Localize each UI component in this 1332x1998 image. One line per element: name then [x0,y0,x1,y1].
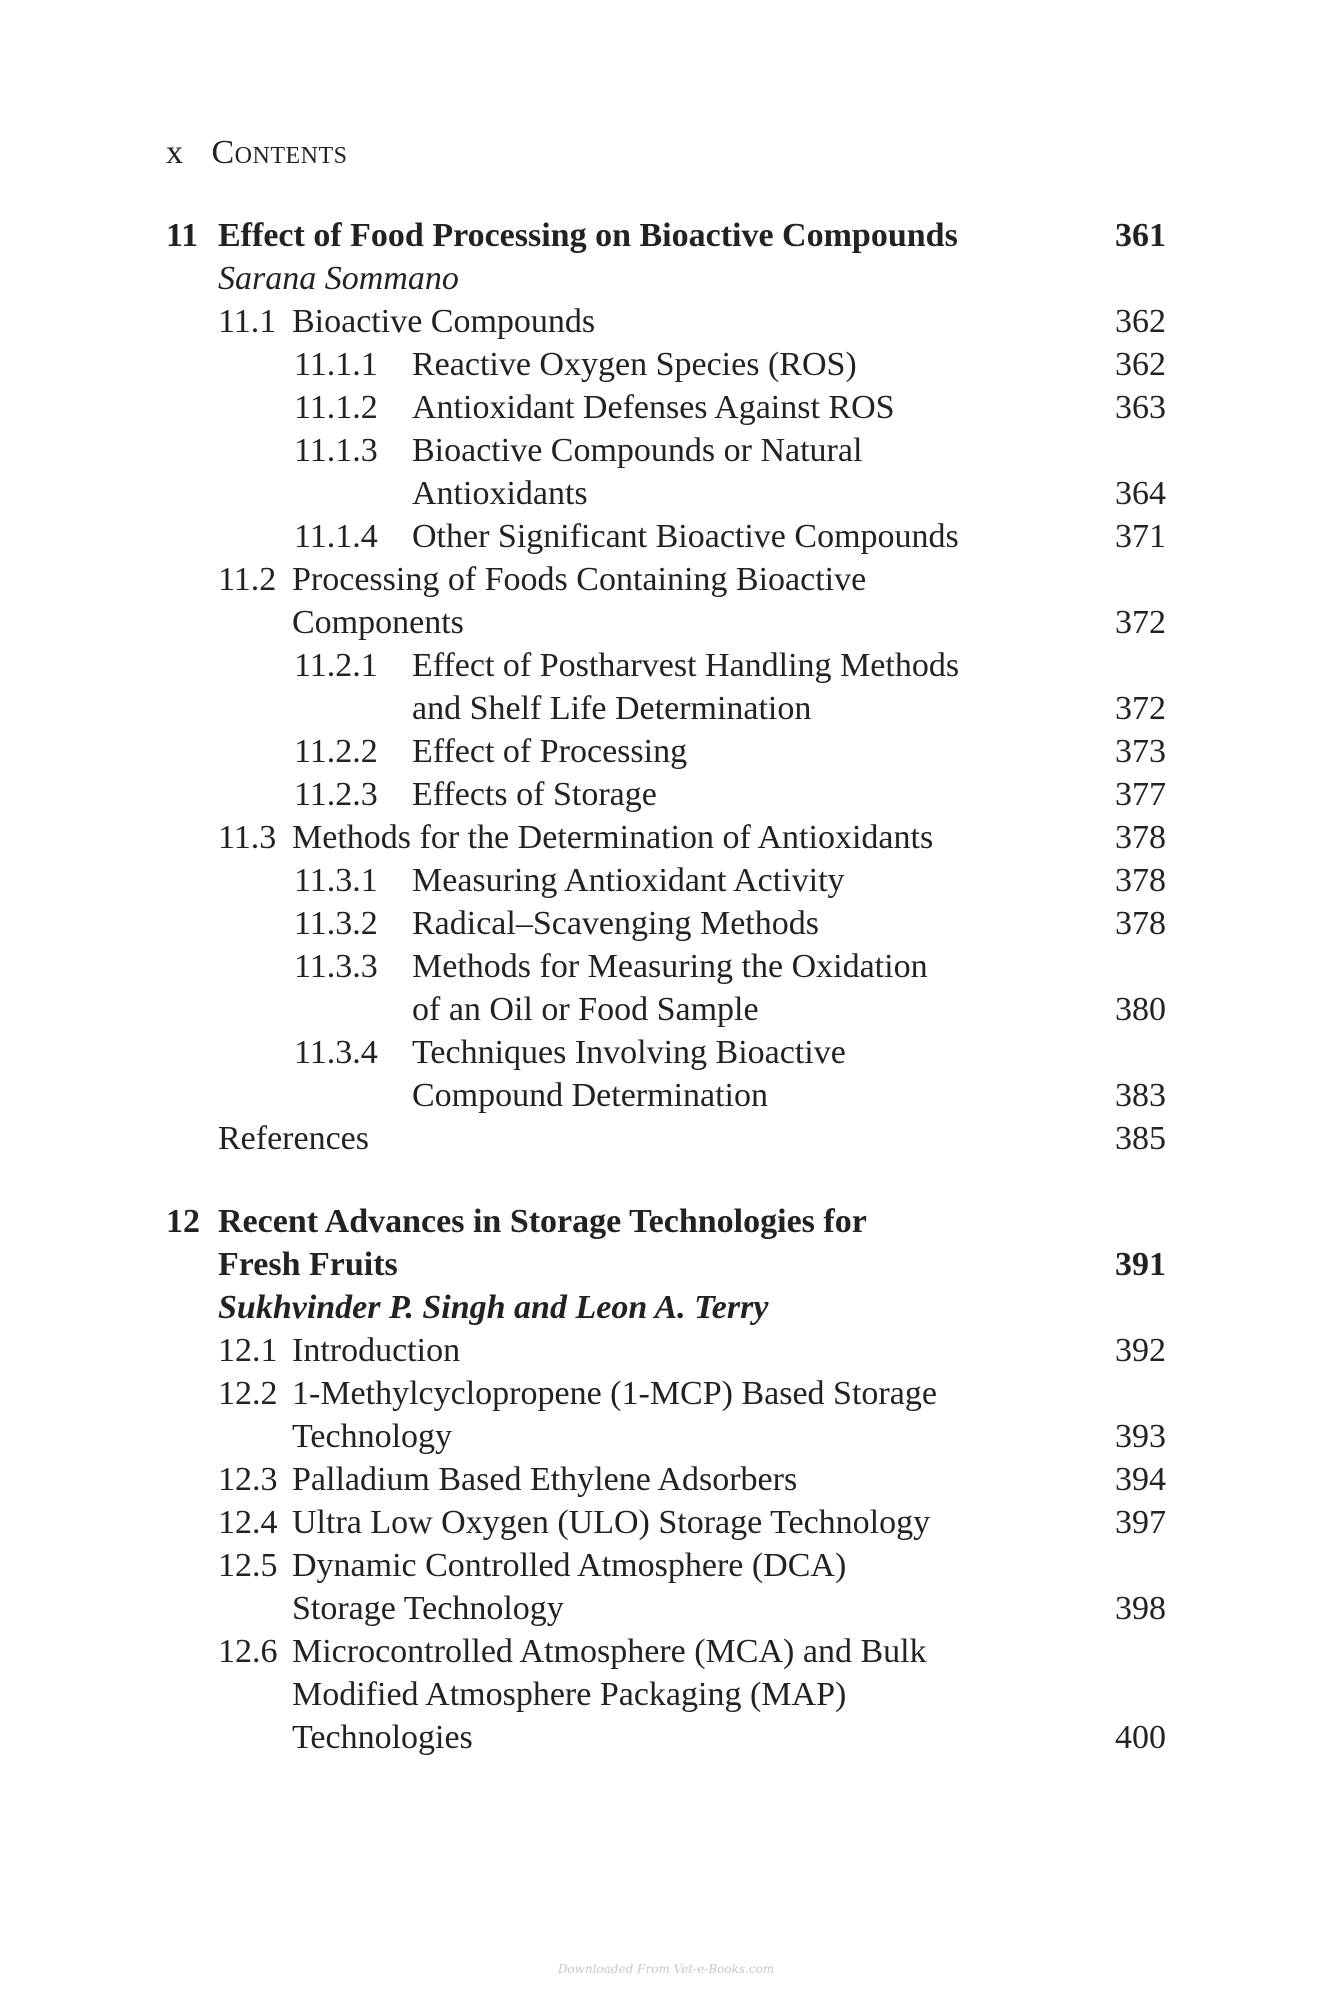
subsection-number: 11.1.1 [294,346,378,383]
entry-page-number: 373 [1115,733,1166,770]
section-number: 12.3 [218,1461,278,1498]
section-title: Bioactive Compounds [292,303,596,340]
entry-page-number: 385 [1115,1120,1166,1157]
section-title: Modified Atmosphere Packaging (MAP) [292,1676,847,1713]
entry-page-number: 363 [1115,389,1166,426]
subsection-row [166,472,1166,515]
section-row [166,300,1166,343]
references-row [166,1117,1166,1160]
subsection-number: 11.1.4 [294,518,378,555]
entry-page-number: 378 [1115,862,1166,899]
section-number: 11.3 [218,819,277,856]
running-head-title: Contents [211,134,348,171]
section-number: 11.2 [218,561,277,598]
subsection-row [166,386,1166,429]
section-title: Methods for the Determination of Antioxidants [292,819,934,856]
entry-page-number: 378 [1115,905,1166,942]
entry-page-number: 372 [1115,604,1166,641]
chapter-title: Recent Advances in Storage Technologies for [218,1203,867,1240]
section-title: Technologies [292,1719,473,1756]
section-title: Dynamic Controlled Atmosphere (DCA) [292,1547,847,1584]
entry-page-number: 380 [1115,991,1166,1028]
entry-page-number: 364 [1115,475,1166,512]
subsection-number: 11.3.1 [294,862,378,899]
subsection-number: 11.2.3 [294,776,378,813]
subsection-row [166,945,1166,988]
entry-page-number: 397 [1115,1504,1166,1541]
section-row [166,601,1166,644]
section-title: 1-Methylcyclopropene (1-MCP) Based Storage [292,1375,937,1412]
section-number: 12.1 [218,1332,278,1369]
subsection-title: Radical–Scavenging Methods [412,905,819,942]
subsection-number: 11.1.2 [294,389,378,426]
section-row [166,1458,1166,1501]
section-row [166,1544,1166,1587]
subsection-title: Measuring Antioxidant Activity [412,862,845,899]
subsection-number: 11.3.2 [294,905,378,942]
chapter-title: Effect of Food Processing on Bioactive Compounds [218,217,958,254]
subsection-row [166,1074,1166,1117]
section-row [166,558,1166,601]
entry-page-number: 383 [1115,1077,1166,1114]
subsection-number: 11.3.4 [294,1034,378,1071]
section-number: 11.1 [218,303,277,340]
subsection-title: Effect of Postharvest Handling Methods [412,647,960,684]
section-number: 12.2 [218,1375,278,1412]
watermark: Downloaded From Vet-e-Books.com [557,1962,775,1976]
chapter-author: Sarana Sommano [218,260,459,297]
entry-page-number: 371 [1115,518,1166,555]
subsection-number: 11.1.3 [294,432,378,469]
section-title: Technology [292,1418,453,1455]
chapter-number: 11 [166,217,199,254]
section-number: 12.6 [218,1633,278,1670]
section-title: Processing of Foods Containing Bioactive [292,561,867,598]
entry-page-number: 400 [1115,1719,1166,1756]
subsection-title: Other Significant Bioactive Compounds [412,518,959,555]
subsection-row [166,687,1166,730]
section-row [166,816,1166,859]
subsection-row [166,859,1166,902]
subsection-title: of an Oil or Food Sample [412,991,759,1028]
subsection-row [166,515,1166,558]
section-row [166,1587,1166,1630]
chapter-number: 12 [166,1203,200,1240]
subsection-title: Bioactive Compounds or Natural [412,432,863,469]
section-row [166,1673,1166,1716]
entry-page-number: 392 [1115,1332,1166,1369]
subsection-title: Methods for Measuring the Oxidation [412,948,928,985]
subsection-title: Effects of Storage [412,776,657,813]
entry-page-number: 362 [1115,346,1166,383]
section-title: Introduction [292,1332,461,1369]
section-title: Palladium Based Ethylene Adsorbers [292,1461,798,1498]
section-number: 12.4 [218,1504,278,1541]
subsection-title: Reactive Oxygen Species (ROS) [412,346,857,383]
subsection-row [166,1031,1166,1074]
subsection-title: and Shelf Life Determination [412,690,812,727]
subsection-row [166,644,1166,687]
chapter-author-row [166,257,1166,300]
section-title: Storage Technology [292,1590,564,1627]
entry-page-number: 377 [1115,776,1166,813]
entry-page-number: 394 [1115,1461,1166,1498]
entry-page-number: 378 [1115,819,1166,856]
subsection-row [166,988,1166,1031]
subsection-number: 11.2.1 [294,647,378,684]
table-of-contents [166,214,1166,1759]
section-row [166,1329,1166,1372]
running-head [166,134,348,172]
subsection-number: 11.2.2 [294,733,378,770]
section-title: Ultra Low Oxygen (ULO) Storage Technology [292,1504,931,1541]
subsection-title: Compound Determination [412,1077,769,1114]
entry-page-number: 372 [1115,690,1166,727]
chapter-title: Fresh Fruits [218,1246,398,1283]
chapter-page-number: 361 [1115,217,1166,254]
entry-page-number: 362 [1115,303,1166,340]
section-title: Microcontrolled Atmosphere (MCA) and Bulk [292,1633,927,1670]
references-label: References [218,1120,370,1157]
page-number: x [166,134,184,171]
chapter-author-row [166,1286,1166,1329]
subsection-title: Effect of Processing [412,733,688,770]
section-row [166,1630,1166,1673]
section-row [166,1415,1166,1458]
subsection-row [166,429,1166,472]
section-row [166,1501,1166,1544]
subsection-row [166,902,1166,945]
subsection-row [166,730,1166,773]
subsection-row [166,343,1166,386]
chapter-author: Sukhvinder P. Singh and Leon A. Terry [218,1289,769,1326]
subsection-number: 11.3.3 [294,948,378,985]
section-title: Components [292,604,464,641]
chapter-heading-row [166,1243,1166,1286]
chapter-spacer [166,1160,1166,1200]
chapter-heading-row [166,214,1166,257]
entry-page-number: 393 [1115,1418,1166,1455]
section-number: 12.5 [218,1547,278,1584]
entry-page-number: 398 [1115,1590,1166,1627]
subsection-title: Techniques Involving Bioactive [412,1034,846,1071]
subsection-title: Antioxidants [412,475,588,512]
section-row [166,1716,1166,1759]
subsection-title: Antioxidant Defenses Against ROS [412,389,895,426]
chapter-page-number: 391 [1115,1246,1166,1283]
chapter-heading-row [166,1200,1166,1243]
subsection-row [166,773,1166,816]
section-row [166,1372,1166,1415]
